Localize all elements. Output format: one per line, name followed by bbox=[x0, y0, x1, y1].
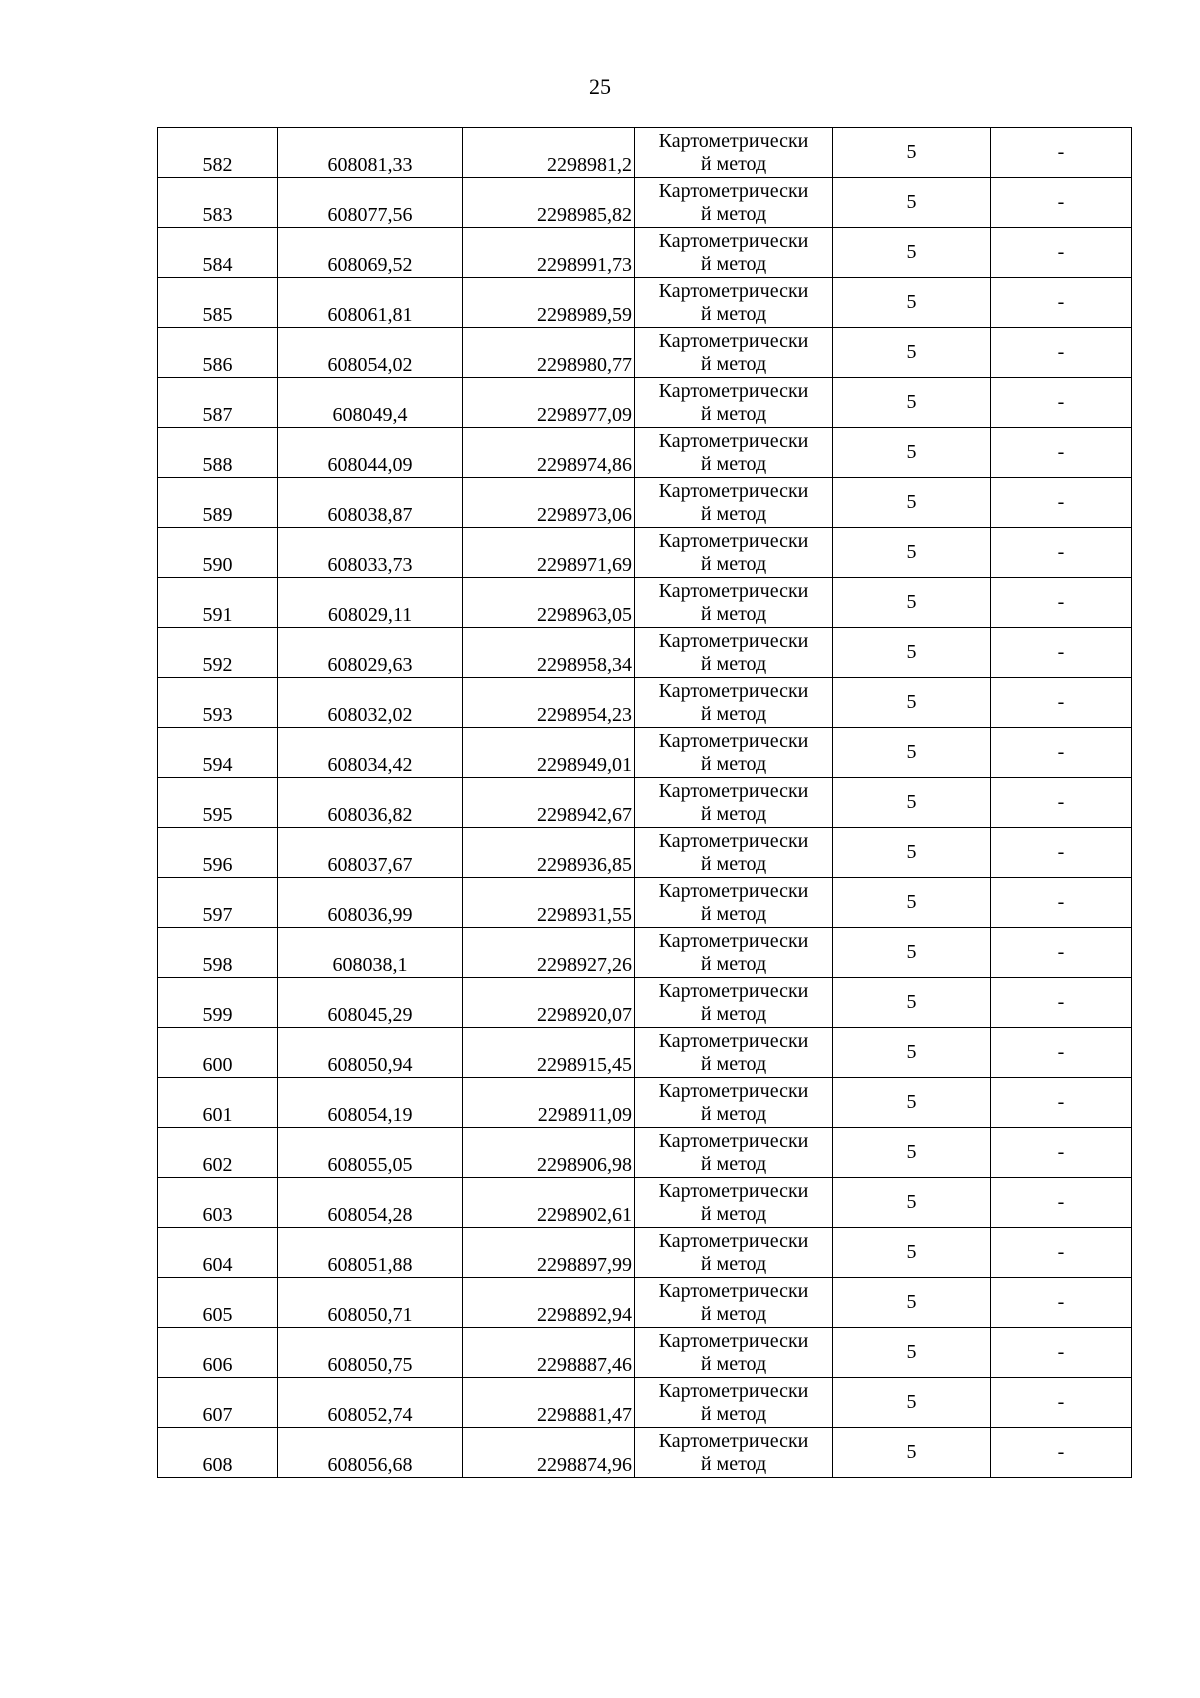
method-cell bbox=[635, 378, 833, 428]
y-coordinate-cell: 2298874,96 bbox=[463, 1428, 635, 1478]
method-label-line2: й метод bbox=[700, 1052, 767, 1075]
x-coordinate-cell: 608038,1 bbox=[278, 928, 463, 978]
accuracy-cell: 5 bbox=[833, 878, 991, 928]
y-coordinate-cell: 2298915,45 bbox=[463, 1028, 635, 1078]
method-cell bbox=[635, 778, 833, 828]
method-cell bbox=[635, 1178, 833, 1228]
method-label-line2: й метод bbox=[700, 452, 767, 475]
method-label-line1: Картометрически bbox=[658, 979, 809, 1002]
method-label-line1: Картометрически bbox=[658, 629, 809, 652]
method-cell bbox=[635, 728, 833, 778]
point-number-cell: 587 bbox=[158, 378, 278, 428]
description-cell: - bbox=[991, 178, 1132, 228]
method-label-line1: Картометрически bbox=[658, 479, 809, 502]
method-cell bbox=[635, 128, 833, 178]
accuracy-cell: 5 bbox=[833, 928, 991, 978]
accuracy-cell: 5 bbox=[833, 278, 991, 328]
method-label-line2: й метод bbox=[700, 402, 767, 425]
x-coordinate-cell: 608054,19 bbox=[278, 1078, 463, 1128]
description-cell: - bbox=[991, 378, 1132, 428]
method-label-line1: Картометрически bbox=[658, 1279, 809, 1302]
accuracy-cell: 5 bbox=[833, 1028, 991, 1078]
x-coordinate-cell: 608050,94 bbox=[278, 1028, 463, 1078]
x-coordinate-cell: 608038,87 bbox=[278, 478, 463, 528]
accuracy-cell: 5 bbox=[833, 228, 991, 278]
accuracy-cell: 5 bbox=[833, 1178, 991, 1228]
point-number-cell: 594 bbox=[158, 728, 278, 778]
point-number-cell: 601 bbox=[158, 1078, 278, 1128]
description-cell: - bbox=[991, 928, 1132, 978]
accuracy-cell: 5 bbox=[833, 478, 991, 528]
accuracy-cell: 5 bbox=[833, 1228, 991, 1278]
accuracy-cell: 5 bbox=[833, 628, 991, 678]
method-label-line2: й метод bbox=[700, 1452, 767, 1475]
table-row bbox=[158, 428, 1132, 478]
method-cell bbox=[635, 1278, 833, 1328]
x-coordinate-cell: 608056,68 bbox=[278, 1428, 463, 1478]
method-cell bbox=[635, 1078, 833, 1128]
y-coordinate-cell: 2298985,82 bbox=[463, 178, 635, 228]
method-label-line1: Картометрически bbox=[658, 1329, 809, 1352]
method-cell bbox=[635, 628, 833, 678]
point-number-cell: 590 bbox=[158, 528, 278, 578]
method-label-line1: Картометрически bbox=[658, 379, 809, 402]
table-row bbox=[158, 1278, 1132, 1328]
table-row bbox=[158, 728, 1132, 778]
coordinates-table-body bbox=[158, 128, 1132, 1478]
method-label-line2: й метод bbox=[700, 1202, 767, 1225]
accuracy-cell: 5 bbox=[833, 1378, 991, 1428]
table-row bbox=[158, 378, 1132, 428]
point-number-cell: 605 bbox=[158, 1278, 278, 1328]
method-label-line2: й метод bbox=[700, 652, 767, 675]
table-row bbox=[158, 978, 1132, 1028]
point-number-cell: 588 bbox=[158, 428, 278, 478]
point-number-cell: 595 bbox=[158, 778, 278, 828]
description-cell: - bbox=[991, 978, 1132, 1028]
description-cell: - bbox=[991, 128, 1132, 178]
y-coordinate-cell: 2298977,09 bbox=[463, 378, 635, 428]
table-row bbox=[158, 928, 1132, 978]
method-label-line2: й метод bbox=[700, 352, 767, 375]
description-cell: - bbox=[991, 678, 1132, 728]
x-coordinate-cell: 608050,75 bbox=[278, 1328, 463, 1378]
method-cell bbox=[635, 428, 833, 478]
method-label-line2: й метод bbox=[700, 552, 767, 575]
y-coordinate-cell: 2298981,2 bbox=[463, 128, 635, 178]
y-coordinate-cell: 2298920,07 bbox=[463, 978, 635, 1028]
description-cell: - bbox=[991, 1078, 1132, 1128]
description-cell: - bbox=[991, 278, 1132, 328]
x-coordinate-cell: 608052,74 bbox=[278, 1378, 463, 1428]
table-row bbox=[158, 1428, 1132, 1478]
y-coordinate-cell: 2298902,61 bbox=[463, 1178, 635, 1228]
method-label-line1: Картометрически bbox=[658, 1029, 809, 1052]
y-coordinate-cell: 2298942,67 bbox=[463, 778, 635, 828]
method-cell bbox=[635, 1228, 833, 1278]
table-row bbox=[158, 1078, 1132, 1128]
point-number-cell: 597 bbox=[158, 878, 278, 928]
description-cell: - bbox=[991, 578, 1132, 628]
method-label-line2: й метод bbox=[700, 502, 767, 525]
description-cell: - bbox=[991, 1428, 1132, 1478]
y-coordinate-cell: 2298897,99 bbox=[463, 1228, 635, 1278]
y-coordinate-cell: 2298989,59 bbox=[463, 278, 635, 328]
method-label-line1: Картометрически bbox=[658, 779, 809, 802]
y-coordinate-cell: 2298931,55 bbox=[463, 878, 635, 928]
y-coordinate-cell: 2298971,69 bbox=[463, 528, 635, 578]
method-cell bbox=[635, 478, 833, 528]
method-cell bbox=[635, 228, 833, 278]
x-coordinate-cell: 608037,67 bbox=[278, 828, 463, 878]
method-label-line1: Картометрически bbox=[658, 179, 809, 202]
method-label-line2: й метод bbox=[700, 1152, 767, 1175]
method-label-line2: й метод bbox=[700, 1302, 767, 1325]
method-label-line1: Картометрически bbox=[658, 829, 809, 852]
point-number-cell: 589 bbox=[158, 478, 278, 528]
y-coordinate-cell: 2298881,47 bbox=[463, 1378, 635, 1428]
method-cell bbox=[635, 678, 833, 728]
x-coordinate-cell: 608032,02 bbox=[278, 678, 463, 728]
y-coordinate-cell: 2298927,26 bbox=[463, 928, 635, 978]
method-cell bbox=[635, 978, 833, 1028]
description-cell: - bbox=[991, 828, 1132, 878]
accuracy-cell: 5 bbox=[833, 678, 991, 728]
table-row bbox=[158, 678, 1132, 728]
y-coordinate-cell: 2298973,06 bbox=[463, 478, 635, 528]
description-cell: - bbox=[991, 328, 1132, 378]
method-cell bbox=[635, 928, 833, 978]
accuracy-cell: 5 bbox=[833, 428, 991, 478]
y-coordinate-cell: 2298974,86 bbox=[463, 428, 635, 478]
table-row bbox=[158, 478, 1132, 528]
point-number-cell: 606 bbox=[158, 1328, 278, 1378]
method-label-line1: Картометрически bbox=[658, 1179, 809, 1202]
method-label-line2: й метод bbox=[700, 202, 767, 225]
table-row bbox=[158, 328, 1132, 378]
x-coordinate-cell: 608029,11 bbox=[278, 578, 463, 628]
table-row bbox=[158, 1028, 1132, 1078]
description-cell: - bbox=[991, 1378, 1132, 1428]
method-label-line1: Картометрически bbox=[658, 729, 809, 752]
accuracy-cell: 5 bbox=[833, 778, 991, 828]
point-number-cell: 604 bbox=[158, 1228, 278, 1278]
method-label-line1: Картометрически bbox=[658, 329, 809, 352]
point-number-cell: 583 bbox=[158, 178, 278, 228]
table-row bbox=[158, 578, 1132, 628]
point-number-cell: 598 bbox=[158, 928, 278, 978]
x-coordinate-cell: 608033,73 bbox=[278, 528, 463, 578]
y-coordinate-cell: 2298980,77 bbox=[463, 328, 635, 378]
accuracy-cell: 5 bbox=[833, 1078, 991, 1128]
table-row bbox=[158, 278, 1132, 328]
y-coordinate-cell: 2298963,05 bbox=[463, 578, 635, 628]
description-cell: - bbox=[991, 528, 1132, 578]
point-number-cell: 602 bbox=[158, 1128, 278, 1178]
table-row bbox=[158, 178, 1132, 228]
x-coordinate-cell: 608069,52 bbox=[278, 228, 463, 278]
accuracy-cell: 5 bbox=[833, 1278, 991, 1328]
point-number-cell: 584 bbox=[158, 228, 278, 278]
method-label-line1: Картометрически bbox=[658, 679, 809, 702]
x-coordinate-cell: 608036,82 bbox=[278, 778, 463, 828]
description-cell: - bbox=[991, 428, 1132, 478]
x-coordinate-cell: 608036,99 bbox=[278, 878, 463, 928]
method-label-line1: Картометрически bbox=[658, 1229, 809, 1252]
x-coordinate-cell: 608055,05 bbox=[278, 1128, 463, 1178]
method-label-line1: Картометрически bbox=[658, 1379, 809, 1402]
accuracy-cell: 5 bbox=[833, 528, 991, 578]
method-label-line1: Картометрически bbox=[658, 1429, 809, 1452]
method-cell bbox=[635, 278, 833, 328]
method-label-line1: Картометрически bbox=[658, 879, 809, 902]
point-number-cell: 586 bbox=[158, 328, 278, 378]
description-cell: - bbox=[991, 228, 1132, 278]
x-coordinate-cell: 608077,56 bbox=[278, 178, 463, 228]
y-coordinate-cell: 2298991,73 bbox=[463, 228, 635, 278]
y-coordinate-cell: 2298958,34 bbox=[463, 628, 635, 678]
description-cell: - bbox=[991, 1328, 1132, 1378]
x-coordinate-cell: 608029,63 bbox=[278, 628, 463, 678]
method-label-line2: й метод bbox=[700, 902, 767, 925]
y-coordinate-cell: 2298936,85 bbox=[463, 828, 635, 878]
method-cell bbox=[635, 328, 833, 378]
x-coordinate-cell: 608045,29 bbox=[278, 978, 463, 1028]
x-coordinate-cell: 608044,09 bbox=[278, 428, 463, 478]
x-coordinate-cell: 608051,88 bbox=[278, 1228, 463, 1278]
description-cell: - bbox=[991, 1178, 1132, 1228]
accuracy-cell: 5 bbox=[833, 328, 991, 378]
table-row bbox=[158, 878, 1132, 928]
x-coordinate-cell: 608054,28 bbox=[278, 1178, 463, 1228]
method-label-line2: й метод bbox=[700, 702, 767, 725]
method-label-line1: Картометрически bbox=[658, 229, 809, 252]
point-number-cell: 591 bbox=[158, 578, 278, 628]
accuracy-cell: 5 bbox=[833, 178, 991, 228]
accuracy-cell: 5 bbox=[833, 578, 991, 628]
table-row bbox=[158, 228, 1132, 278]
table-row bbox=[158, 1378, 1132, 1428]
method-label-line1: Картометрически bbox=[658, 1129, 809, 1152]
table-row bbox=[158, 828, 1132, 878]
method-label-line2: й метод bbox=[700, 752, 767, 775]
method-label-line2: й метод bbox=[700, 1102, 767, 1125]
description-cell: - bbox=[991, 878, 1132, 928]
method-label-line2: й метод bbox=[700, 952, 767, 975]
method-cell bbox=[635, 1378, 833, 1428]
accuracy-cell: 5 bbox=[833, 978, 991, 1028]
description-cell: - bbox=[991, 778, 1132, 828]
accuracy-cell: 5 bbox=[833, 828, 991, 878]
table-row bbox=[158, 1128, 1132, 1178]
method-label-line1: Картометрически bbox=[658, 429, 809, 452]
y-coordinate-cell: 2298911,09 bbox=[463, 1078, 635, 1128]
accuracy-cell: 5 bbox=[833, 1428, 991, 1478]
accuracy-cell: 5 bbox=[833, 1328, 991, 1378]
y-coordinate-cell: 2298954,23 bbox=[463, 678, 635, 728]
point-number-cell: 600 bbox=[158, 1028, 278, 1078]
method-cell bbox=[635, 528, 833, 578]
y-coordinate-cell: 2298949,01 bbox=[463, 728, 635, 778]
x-coordinate-cell: 608050,71 bbox=[278, 1278, 463, 1328]
y-coordinate-cell: 2298892,94 bbox=[463, 1278, 635, 1328]
method-cell bbox=[635, 1428, 833, 1478]
method-label-line2: й метод bbox=[700, 152, 767, 175]
method-label-line2: й метод bbox=[700, 602, 767, 625]
method-label-line2: й метод bbox=[700, 1352, 767, 1375]
method-label-line2: й метод bbox=[700, 852, 767, 875]
description-cell: - bbox=[991, 1028, 1132, 1078]
method-label-line1: Картометрически bbox=[658, 929, 809, 952]
coordinates-table bbox=[157, 127, 1132, 1478]
description-cell: - bbox=[991, 728, 1132, 778]
table-row bbox=[158, 1228, 1132, 1278]
description-cell: - bbox=[991, 1128, 1132, 1178]
table-row bbox=[158, 628, 1132, 678]
accuracy-cell: 5 bbox=[833, 378, 991, 428]
point-number-cell: 585 bbox=[158, 278, 278, 328]
page-number: 25 bbox=[589, 74, 611, 99]
method-cell bbox=[635, 878, 833, 928]
description-cell: - bbox=[991, 1228, 1132, 1278]
accuracy-cell: 5 bbox=[833, 1128, 991, 1178]
x-coordinate-cell: 608061,81 bbox=[278, 278, 463, 328]
method-label-line2: й метод bbox=[700, 1402, 767, 1425]
x-coordinate-cell: 608034,42 bbox=[278, 728, 463, 778]
method-label-line1: Картометрически bbox=[658, 1079, 809, 1102]
method-cell bbox=[635, 1028, 833, 1078]
method-label-line1: Картометрически bbox=[658, 279, 809, 302]
method-label-line1: Картометрически bbox=[658, 129, 809, 152]
y-coordinate-cell: 2298887,46 bbox=[463, 1328, 635, 1378]
point-number-cell: 608 bbox=[158, 1428, 278, 1478]
table-row bbox=[158, 128, 1132, 178]
method-label-line2: й метод bbox=[700, 1002, 767, 1025]
point-number-cell: 582 bbox=[158, 128, 278, 178]
table-row bbox=[158, 778, 1132, 828]
point-number-cell: 592 bbox=[158, 628, 278, 678]
accuracy-cell: 5 bbox=[833, 128, 991, 178]
description-cell: - bbox=[991, 628, 1132, 678]
point-number-cell: 596 bbox=[158, 828, 278, 878]
point-number-cell: 607 bbox=[158, 1378, 278, 1428]
point-number-cell: 593 bbox=[158, 678, 278, 728]
method-label-line2: й метод bbox=[700, 302, 767, 325]
table-row bbox=[158, 1328, 1132, 1378]
x-coordinate-cell: 608081,33 bbox=[278, 128, 463, 178]
accuracy-cell: 5 bbox=[833, 728, 991, 778]
description-cell: - bbox=[991, 1278, 1132, 1328]
table-row bbox=[158, 1178, 1132, 1228]
description-cell: - bbox=[991, 478, 1132, 528]
point-number-cell: 599 bbox=[158, 978, 278, 1028]
y-coordinate-cell: 2298906,98 bbox=[463, 1128, 635, 1178]
method-cell bbox=[635, 578, 833, 628]
method-cell bbox=[635, 828, 833, 878]
method-label-line1: Картометрически bbox=[658, 529, 809, 552]
method-cell bbox=[635, 178, 833, 228]
method-cell bbox=[635, 1128, 833, 1178]
method-label-line2: й метод bbox=[700, 1252, 767, 1275]
x-coordinate-cell: 608049,4 bbox=[278, 378, 463, 428]
x-coordinate-cell: 608054,02 bbox=[278, 328, 463, 378]
table-row bbox=[158, 528, 1132, 578]
method-label-line2: й метод bbox=[700, 252, 767, 275]
method-label-line1: Картометрически bbox=[658, 579, 809, 602]
method-label-line2: й метод bbox=[700, 802, 767, 825]
method-cell bbox=[635, 1328, 833, 1378]
point-number-cell: 603 bbox=[158, 1178, 278, 1228]
